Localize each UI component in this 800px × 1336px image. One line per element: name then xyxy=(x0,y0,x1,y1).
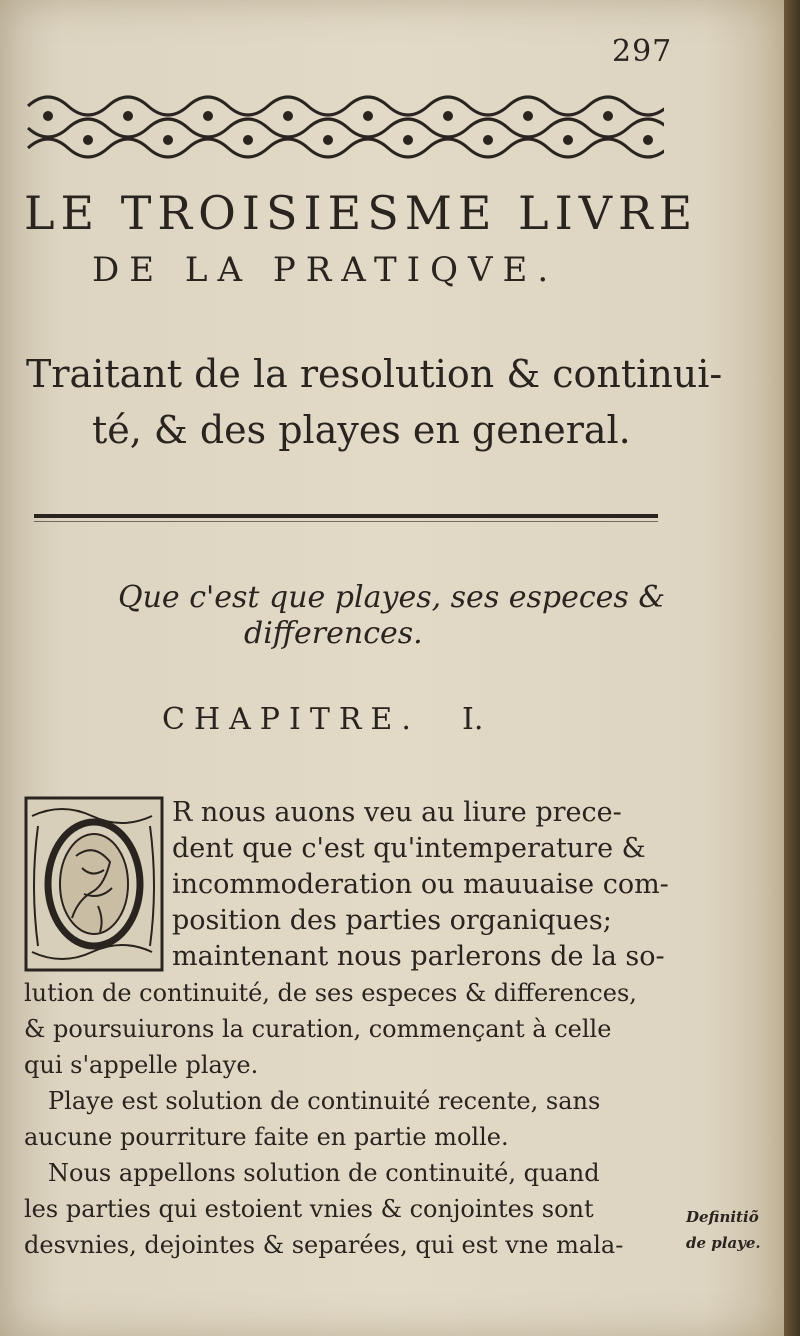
ornament-band-icon xyxy=(24,86,664,170)
page-edge xyxy=(784,0,800,1336)
subtitle-line1: Traitant de la resolution & continui- xyxy=(26,352,723,396)
section-title-line2: differences. xyxy=(244,616,423,651)
book-heading-line2: DE LA PRATIQVE. xyxy=(92,250,559,290)
body-line: lution de continuité, de ses especes & differences, xyxy=(24,979,637,1007)
body-line: les parties qui estoient vnies & conjointes sont xyxy=(24,1195,594,1223)
chapter-number: I. xyxy=(462,702,484,737)
body-line: qui s'appelle playe. xyxy=(24,1051,259,1079)
section-title-line1: Que c'est que playes, ses especes & xyxy=(118,580,666,615)
chapter-label: CHAPITRE. xyxy=(162,702,420,737)
decorated-initial-icon xyxy=(24,796,164,972)
divider-rule xyxy=(34,514,658,518)
book-heading: LE TROISIESME LIVRE xyxy=(24,186,699,240)
body-line: maintenant nous parlerons de la so- xyxy=(172,941,665,972)
body-line: Nous appellons solution de continuité, quand xyxy=(48,1159,600,1187)
body-line: Playe est solution de continuité recente, sans xyxy=(48,1087,601,1115)
body-line: & poursuiurons la curation, commençant à celle xyxy=(24,1015,612,1043)
body-line: desvnies, dejointes & separées, qui est vne mala- xyxy=(24,1231,624,1259)
subtitle-line2: té, & des playes en general. xyxy=(92,408,631,452)
body-line: dent que c'est qu'intemperature & xyxy=(172,833,646,864)
body-line: incommoderation ou mauuaise com- xyxy=(172,869,669,900)
body-line: R nous auons veu au liure prece- xyxy=(172,797,622,828)
margin-note-line2: de playe. xyxy=(686,1234,761,1252)
body-line: position des parties organiques; xyxy=(172,905,612,936)
body-line: aucune pourriture faite en partie molle. xyxy=(24,1123,509,1151)
page-number: 297 xyxy=(612,34,673,69)
margin-note-line1: Definitiõ xyxy=(686,1208,759,1226)
divider-rule-thin xyxy=(34,521,658,522)
